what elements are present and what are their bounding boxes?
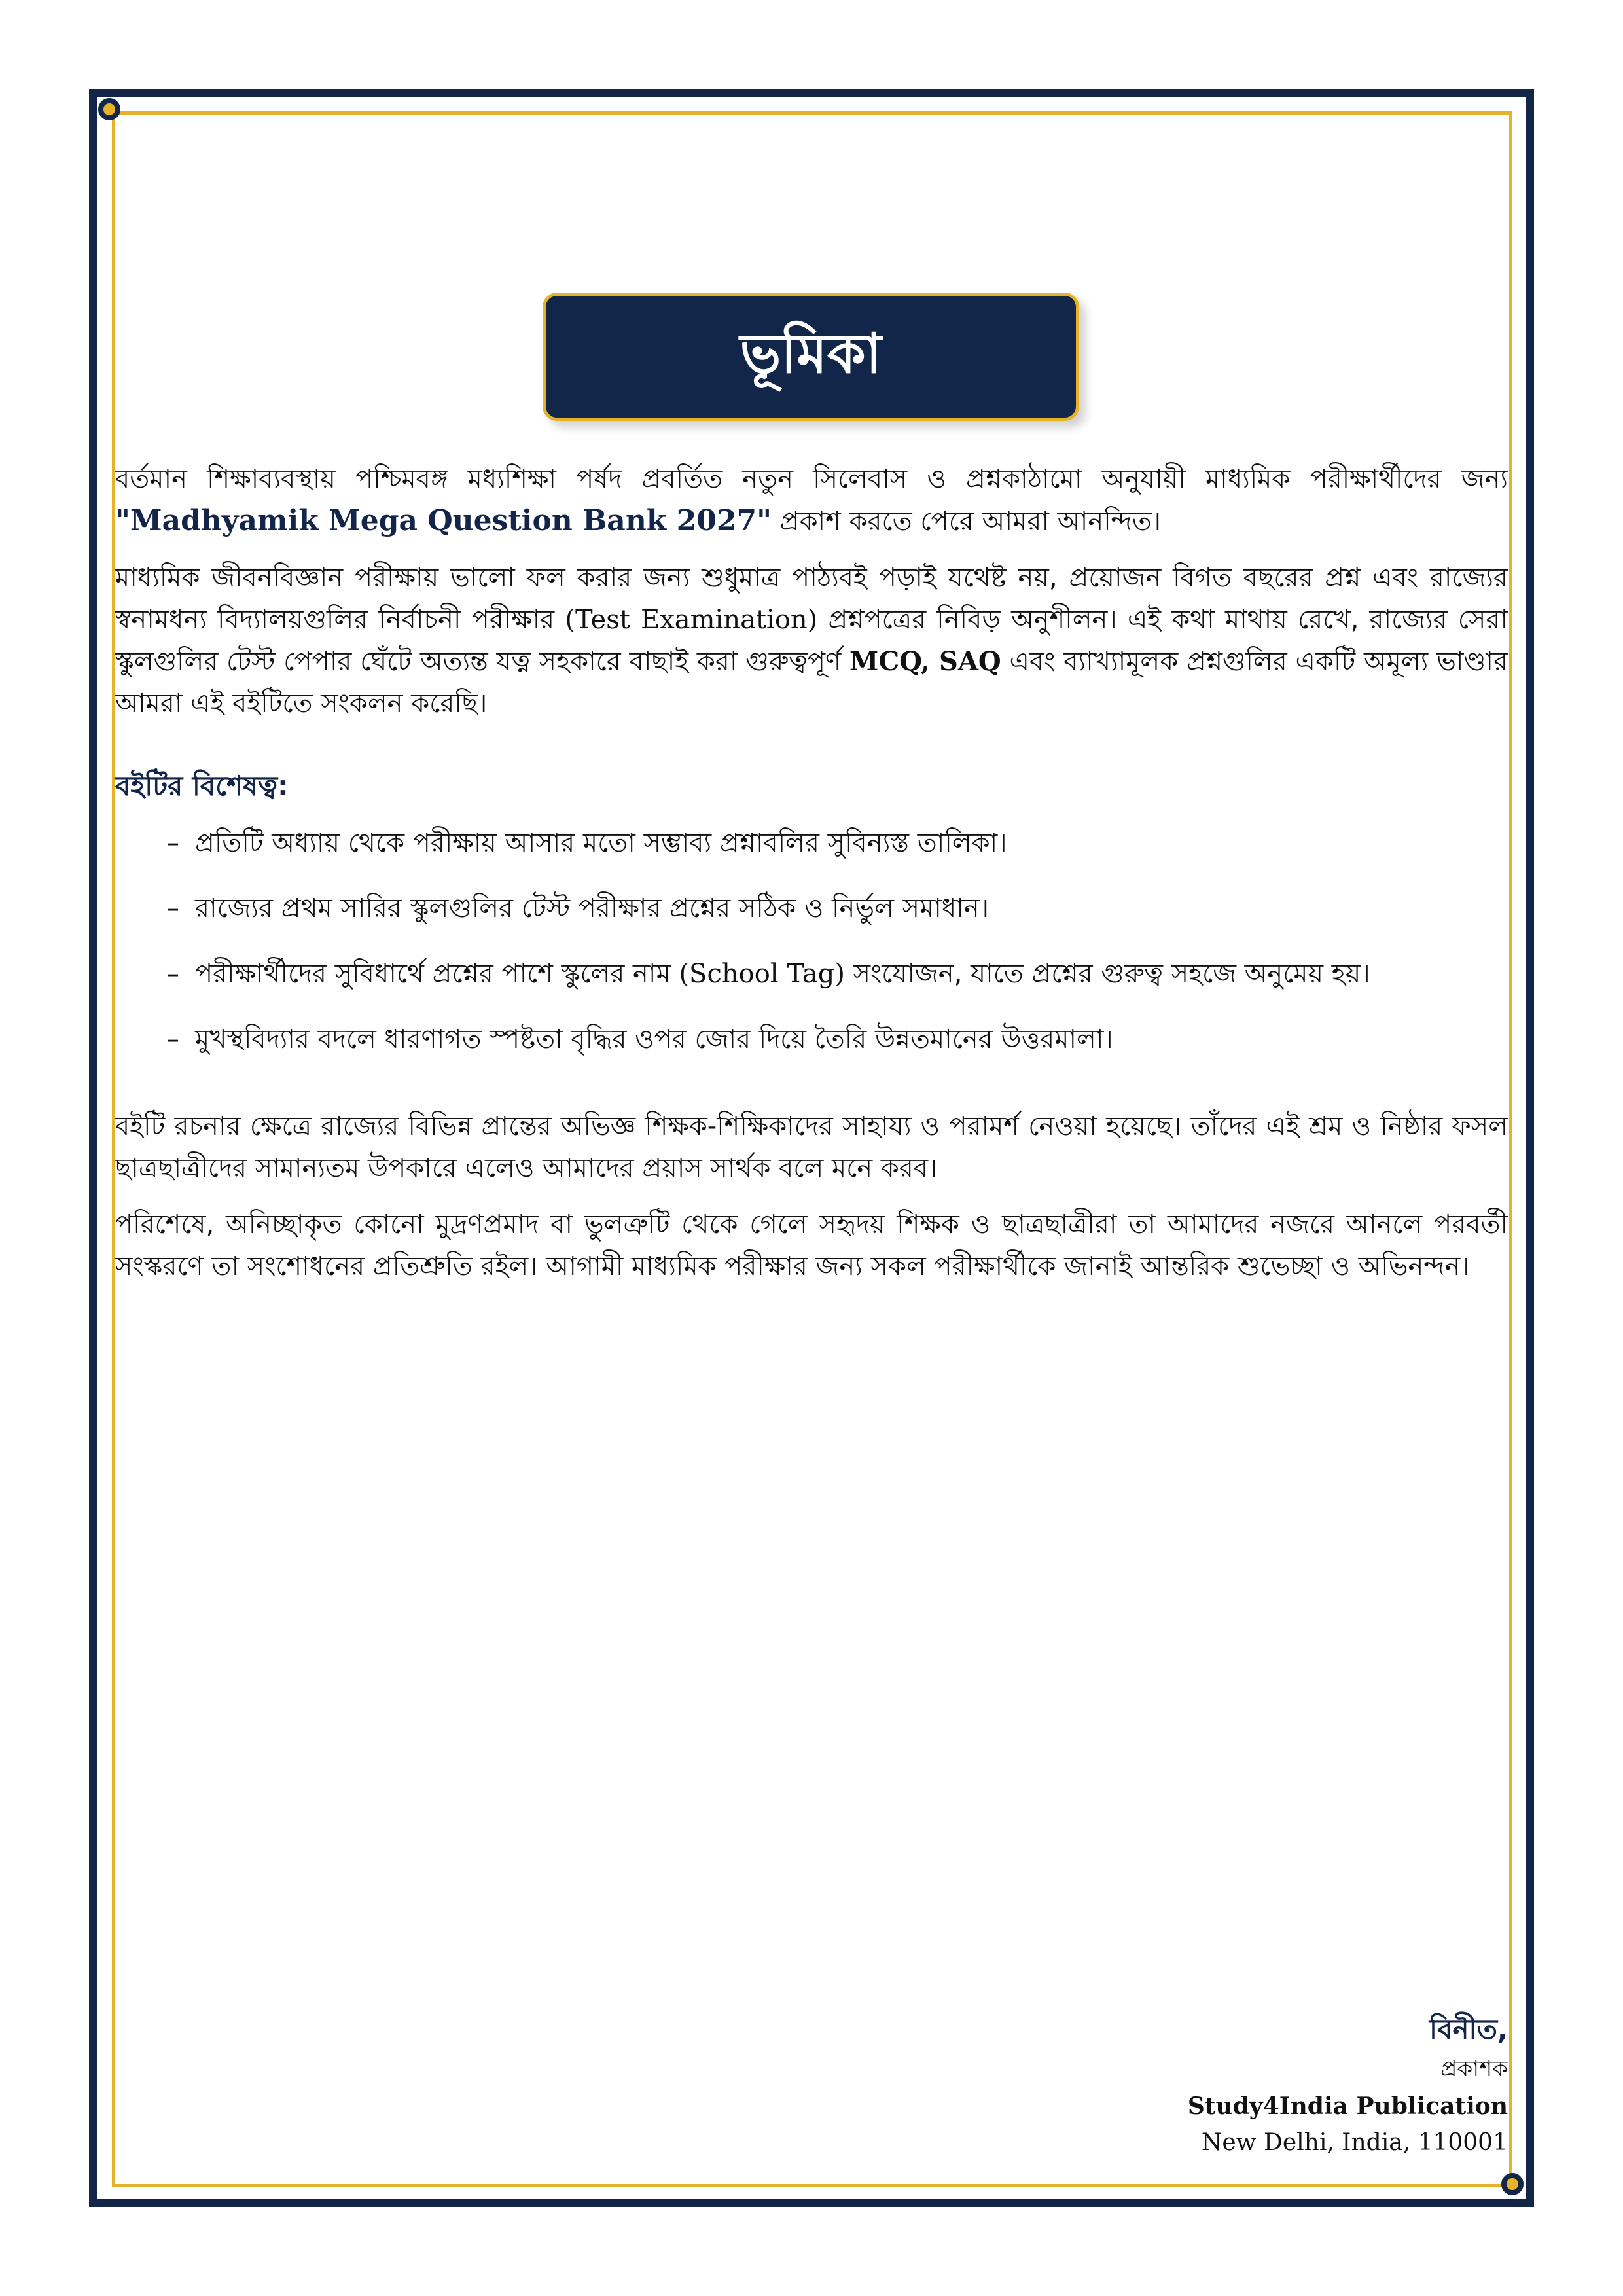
corner-ornament-top-left [98,98,120,120]
signature-closing: বিনীত, [1429,2013,1508,2045]
study-text-part1: মাধ্যমিক জীবনবিজ্ঞান পরীক্ষায় ভালো ফল করার জন্য শুধুমাত্র পাঠ্যবই পড়াই যথেষ্ট নয়, প্রয়োজন বিগত বছরের প্রশ্ন এবং রাজ্যের স্বনামধন্য বিদ্যালয়গুলির নির্বাচনী পরীক্ষার [115,563,1508,635]
feature-item [166,1020,1508,1058]
feature-item [166,824,1508,862]
intro-text-part1: বর্তমান শিক্ষাব্যবস্থায় পশ্চিমবঙ্গ মধ্যশিক্ষা পর্ষদ প্রবর্তিত নতুন সিলেবাস ও প্রশ্নকাঠামো অনুযায়ী মাধ্যমিক পরীক্ষার্থীদের জন্য [115,464,1508,494]
preface-body [115,458,1508,1302]
list-dash: – [166,1024,179,1054]
signature-role: প্রকাশক [1440,2056,1508,2082]
intro-paragraph [115,458,1508,543]
publisher-address: New Delhi, India, 110001 [1201,2129,1508,2156]
question-types-term: MCQ, SAQ [849,646,1001,677]
acknowledgement-paragraph: বইটি রচনার ক্ষেত্রে রাজ্যের বিভিন্ন প্রান্তের অভিজ্ঞ শিক্ষক-শিক্ষিকাদের সাহায্য ও পরামর্শ নেওয়া হয়েছে। তাঁদের এই শ্রম ও নিষ্ঠার ফসল ছাত্রছাত্রীদের সামান্যতম উপকারে এলেও আমাদের প্রয়াস সার্থক বলে মনে করব। [115,1111,1508,1183]
signature-block [1188,2009,1508,2161]
feature-text: রাজ্যের প্রথম সারির স্কুলগুলির টেস্ট পরীক্ষার প্রশ্নের সঠিক ও নির্ভুল সমাধান। [195,893,990,924]
list-dash: – [166,828,179,858]
feature-item [166,889,1508,927]
feature-text: পরীক্ষার্থীদের সুবিধার্থে প্রশ্নের পাশে স্কুলের নাম [195,959,671,989]
study-text-part3: এবং ব্যাখ্যামূলক প্রশ্নগুলির একটি অমূল্য ভাণ্ডার আমরা এই বইটিতে সংকলন করেছি। [115,647,1508,719]
school-tag-term: (School Tag) [679,959,845,989]
study-text-part2: প্রশ্নপত্রের নিবিড় অনুশীলন। এই কথা মাথায় রেখে, রাজ্যের সেরা স্কুলগুলির টেস্ট পেপার ঘেঁটে অত্যন্ত যত্ন সহকারে বাছাই করা গুরুত্বপূর্ণ [115,605,1508,677]
test-examination-term: (Test Examination) [565,605,818,635]
list-dash: – [166,959,179,989]
feature-item [166,955,1508,993]
study-paragraph [115,557,1508,725]
feature-text: প্রতিটি অধ্যায় থেকে পরীক্ষায় আসার মতো সম্ভাব্য প্রশ্নাবলির সুবিন্যস্ত তালিকা। [195,828,1007,858]
features-list [115,824,1508,1058]
feature-text: মুখস্থবিদ্যার বদলে ধারণাগত স্পষ্টতা বৃদ্ধির ওপর জোর দিয়ে তৈরি উন্নতমানের উত্তরমালা। [195,1024,1113,1054]
features-heading: বইটির বিশেষত্ব: [115,770,289,802]
feature-text-tail: সংযোজন, যাতে প্রশ্নের গুরুত্ব সহজে অনুমেয় হয়। [853,959,1370,989]
corner-ornament-bottom-right [1501,2173,1524,2195]
book-title: "Madhyamik Mega Question Bank 2027" [115,504,772,537]
title-banner [543,293,1079,421]
list-dash: – [166,893,179,924]
intro-text-part2: প্রকাশ করতে পেরে আমরা আনন্দিত। [779,507,1162,537]
closing-paragraph: পরিশেষে, অনিচ্ছাকৃত কোনো মুদ্রণপ্রমাদ বা ভুলত্রুটি থেকে গেলে সহৃদয় শিক্ষক ও ছাত্রছাত্রীরা তা আমাদের নজরে আনলে পরবর্তী সংস্করণে তা সংশোধনের প্রতিশ্রুতি রইল। আগামী মাধ্যমিক পরীক্ষার জন্য সকল পরীক্ষার্থীকে জানাই আন্তরিক শুভেচ্ছা ও অভিনন্দন। [115,1210,1508,1282]
publisher-name: Study4India Publication [1187,2092,1508,2120]
page-title: ভূমিকা [740,321,882,386]
